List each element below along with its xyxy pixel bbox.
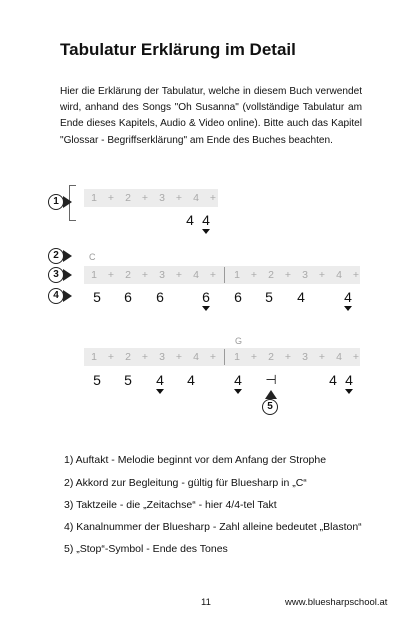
channel-number: 4 [156, 372, 164, 388]
beat-label: 3 [159, 269, 165, 281]
beat-label: 3 [159, 351, 165, 363]
beat-label: 2 [268, 269, 274, 281]
beat-label: + [352, 269, 360, 281]
marker-2-label: 2 [48, 248, 64, 264]
beat-label: + [250, 269, 258, 281]
bar-line [224, 267, 225, 283]
beat-label: 2 [268, 351, 274, 363]
channel-number: 5 [265, 289, 273, 305]
beat-label: 4 [193, 351, 199, 363]
time-bar-line2 [84, 348, 360, 366]
beat-label: 1 [91, 192, 97, 204]
beat-label: 4 [193, 192, 199, 204]
channel-number: 6 [202, 289, 210, 305]
time-bar-line1 [84, 266, 360, 284]
beat-label: + [175, 192, 183, 204]
channel-number: 4 [344, 289, 352, 305]
beat-label: 1 [234, 351, 240, 363]
beat-label: + [209, 192, 217, 204]
arrow-right-icon [63, 290, 72, 302]
arrow-right-icon [63, 250, 72, 262]
beat-label: + [250, 351, 258, 363]
beat-label: 1 [234, 269, 240, 281]
channel-number: 4 [329, 372, 337, 388]
arrow-right-icon [63, 269, 72, 281]
website-url: www.bluesharpschool.at [285, 597, 388, 608]
pickup-time-bar [84, 189, 218, 207]
beat-label: 2 [125, 192, 131, 204]
beat-label: 1 [91, 351, 97, 363]
channel-number: 4 [345, 372, 353, 388]
beat-label: + [209, 269, 217, 281]
draw-note-icon [156, 389, 164, 394]
beat-label: + [141, 269, 149, 281]
beat-label: 1 [91, 269, 97, 281]
legend-item: 2) Akkord zur Begleitung - gültig für Bluesharp in „C“ [64, 477, 307, 489]
beat-label: 2 [125, 351, 131, 363]
bar-line [224, 349, 225, 365]
beat-label: + [352, 351, 360, 363]
legend-item: 1) Auftakt - Melodie beginnt vor dem Anfang der Strophe [64, 454, 327, 466]
channel-number: 4 [202, 212, 210, 228]
beat-label: 3 [159, 192, 165, 204]
chord-label: G [235, 336, 243, 346]
channel-number: 4 [187, 372, 195, 388]
marker-3-label: 3 [48, 267, 64, 283]
draw-note-icon [202, 306, 210, 311]
channel-number: 6 [156, 289, 164, 305]
beat-label: 4 [336, 269, 342, 281]
beat-label: 4 [193, 269, 199, 281]
page-number: 11 [201, 597, 211, 608]
beat-label: + [107, 192, 115, 204]
channel-number: 4 [297, 289, 305, 305]
stop-symbol: ⊣ [265, 372, 277, 387]
marker-4 [48, 288, 72, 304]
marker-3 [48, 267, 72, 283]
channel-number: 6 [124, 289, 132, 305]
channel-number: 4 [234, 372, 242, 388]
draw-note-icon [202, 229, 210, 234]
legend-item: 4) Kanalnummer der Bluesharp - Zahl alleine bedeutet „Blaston“ [64, 521, 362, 533]
channel-number: 4 [186, 212, 194, 228]
legend-item: 3) Taktzeile - die „Zeitachse“ - hier 4/4-tel Takt [64, 499, 277, 511]
draw-note-icon [234, 389, 242, 394]
marker-1-label: 1 [48, 194, 64, 210]
marker-5-label: 5 [262, 399, 278, 415]
marker-2 [48, 248, 72, 264]
draw-note-icon [344, 306, 352, 311]
beat-label: + [175, 269, 183, 281]
beat-label: + [107, 351, 115, 363]
beat-label: + [318, 351, 326, 363]
beat-label: 4 [336, 351, 342, 363]
channel-number: 5 [93, 289, 101, 305]
beat-label: + [175, 351, 183, 363]
beat-label: 3 [302, 351, 308, 363]
channel-number: 6 [234, 289, 242, 305]
beat-label: 2 [125, 269, 131, 281]
beat-label: + [141, 192, 149, 204]
marker-1 [48, 194, 72, 210]
draw-note-icon [345, 389, 353, 394]
beat-label: + [141, 351, 149, 363]
beat-label: 3 [302, 269, 308, 281]
arrow-right-icon [63, 196, 72, 208]
beat-label: + [284, 269, 292, 281]
chord-label: C [89, 252, 96, 262]
legend-item: 5) „Stop“-Symbol - Ende des Tones [64, 543, 228, 555]
beat-label: + [209, 351, 217, 363]
channel-number: 5 [93, 372, 101, 388]
beat-label: + [107, 269, 115, 281]
channel-number: 5 [124, 372, 132, 388]
intro-paragraph: Hier die Erklärung der Tabulatur, welche in diesem Buch verwendet wird, anhand des Songs "Oh Susanna" (vollständige Tabulatur am Ende dieses Kapitels, Audio & Video online). Bitte auch das Kapitel "Glossar - Begriffserklärung" am Ende des Buches beachten. [60, 86, 362, 146]
marker-4-label: 4 [48, 288, 64, 304]
page-title: Tabulatur Erklärung im Detail [60, 40, 296, 59]
beat-label: + [318, 269, 326, 281]
arrow-up-icon [265, 390, 277, 399]
beat-label: + [284, 351, 292, 363]
